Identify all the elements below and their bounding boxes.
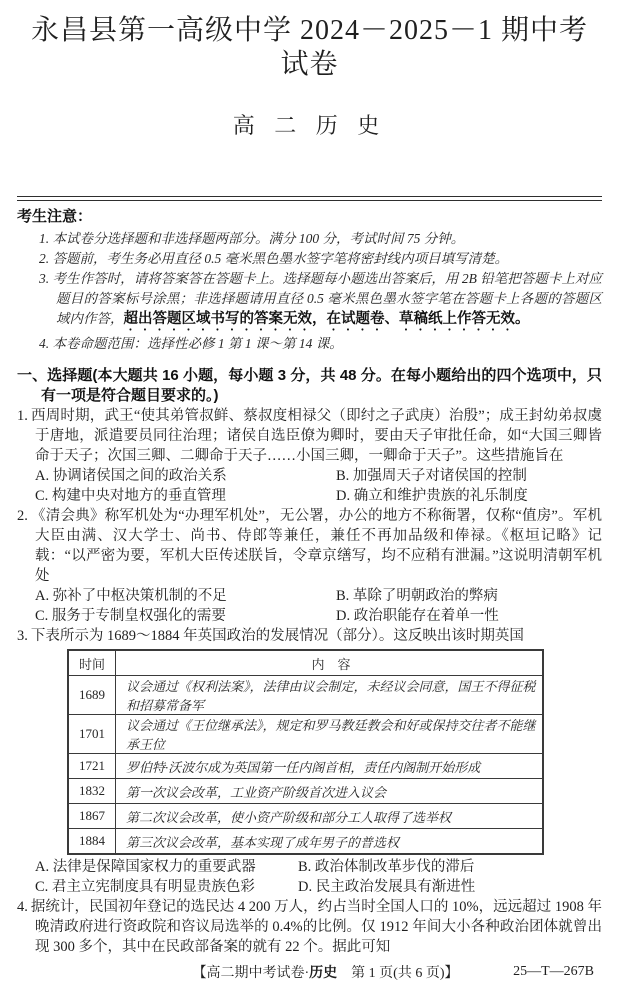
double-rule-divider bbox=[17, 196, 602, 201]
notice-item-2: 2. 答题前，考生务必用直径 0.5 毫米黑色墨水签字笔将密封线内项目填写清楚。 bbox=[39, 251, 509, 266]
question-3-option-c: C. 君主立宪制度具有明显贵族色彩 bbox=[35, 879, 255, 895]
table-cell-content: 议会通过《王位继承法》，规定和罗马教廷教会和好或保持交往者不能继承王位 bbox=[116, 715, 544, 754]
question-2-option-b: B. 革除了明朝政治的弊病 bbox=[336, 588, 498, 604]
question-2-stem bbox=[17, 506, 602, 586]
question-1-option-b: B. 加强周天子对诸侯国的控制 bbox=[336, 468, 527, 484]
table-header-time: 时间 bbox=[68, 650, 116, 676]
table-cell-year: 1689 bbox=[68, 676, 116, 715]
table-cell-content: 第一次议会改革，工业资产阶级首次进入议会 bbox=[116, 779, 544, 804]
table-cell-content: 第三次议会改革，基本实现了成年男子的普选权 bbox=[116, 829, 544, 855]
question-3-table bbox=[67, 649, 544, 855]
table-cell-content: 第二次议会改革，使小资产阶级和部分工人取得了选举权 bbox=[116, 804, 544, 829]
question-3-option-b: B. 政治体制改革步伐的滞后 bbox=[298, 859, 475, 875]
table-cell-year: 1884 bbox=[68, 829, 116, 855]
question-2-text: 《清会典》称军机处为“办理军机处”，无公署，办公的地方不称衙署，仅称“值房”。军机大臣由满、汉大学士、尚书、侍郎等兼任，兼任不再加品级和俸禄。《枢垣记略》记载：“以严密为要，军机大臣传述朕旨，令章京缮写，均不应稍有泄漏。”这说明清朝军机处 bbox=[30, 508, 602, 584]
question-2-option-c: C. 服务于专制皇权强化的需要 bbox=[35, 608, 226, 624]
table-cell-year: 1832 bbox=[68, 779, 116, 804]
subject-title: 高 二 历 史 bbox=[232, 113, 387, 138]
footer-label-page: 第 1 页(共 6 页)】 bbox=[337, 966, 459, 981]
question-1-option-d: D. 确立和维护贵族的礼乐制度 bbox=[336, 488, 528, 504]
table-row bbox=[68, 754, 543, 779]
table-header-row bbox=[68, 650, 543, 676]
table-cell-content: 罗伯特·沃波尔成为英国第一任内阁首相，责任内阁制开始形成 bbox=[116, 754, 544, 779]
table-row bbox=[68, 715, 543, 754]
question-3-option-d: D. 民主政治发展具有渐进性 bbox=[298, 879, 476, 895]
table-row bbox=[68, 676, 543, 715]
question-1-option-c: C. 构建中央对地方的垂直管理 bbox=[35, 488, 226, 504]
page-footer bbox=[17, 963, 602, 983]
question-1-text: 西周时期，武王“使其弟管叔鲜、蔡叔度相禄父（即纣之子武庚）治殷”；成王封幼弟叔虞于唐地，派遣要员同往治理；诸侯自选臣僚为卿时，要由天子审批任命，如“大国三卿皆命于天子；次国三卿、二卿命于天子……小国三卿，一卿命于天子”。这些措施旨在 bbox=[30, 408, 602, 464]
table-row bbox=[68, 829, 543, 855]
table-cell-year: 1721 bbox=[68, 754, 116, 779]
notice-item-1: 1. 本试卷分选择题和非选择题两部分。满分 100 分，考试时间 75 分钟。 bbox=[39, 231, 465, 246]
footer-label-subject: 历史 bbox=[309, 964, 338, 980]
table-header-content: 内 容 bbox=[116, 650, 544, 676]
question-3-stem bbox=[17, 626, 602, 646]
table-cell-year: 1867 bbox=[68, 804, 116, 829]
notice-heading: 考生注意： bbox=[17, 208, 93, 225]
question-2-number: 2. bbox=[17, 508, 28, 524]
question-1-option-a: A. 协调诸侯国之间的政治关系 bbox=[35, 468, 227, 484]
question-4-text: 据统计，民国初年登记的选民达 4 200 万人，约占当时全国人口的 10%，远远超过 1908 年晚清政府进行资政院和咨议局选举的 0.4%的比例。仅 1912 年间大小各种政治团体就曾出现 300 多个，其中在民政部备案的就有 22 个。据此可知 bbox=[30, 899, 602, 955]
notice-item-3 bbox=[17, 269, 602, 334]
table-row bbox=[68, 779, 543, 804]
notice-item-3-emphasis: 超出答题区域书写的答案无效，在试题卷、草稿纸上作答无效。 bbox=[123, 311, 530, 327]
question-4-stem bbox=[17, 897, 602, 957]
section-1-heading: 一、选择题(本大题共 16 小题，每小题 3 分，共 48 分。在每小题给出的四个选项中，只有一项是符合题目要求的。) bbox=[17, 367, 602, 404]
paper-code: 25—T—267B bbox=[513, 964, 594, 979]
question-3-option-a: A. 法律是保障国家权力的重要武器 bbox=[35, 859, 256, 875]
question-1-number: 1. bbox=[17, 408, 28, 424]
question-1-options bbox=[17, 466, 602, 506]
table-cell-year: 1701 bbox=[68, 715, 116, 754]
question-3-options bbox=[17, 857, 602, 897]
question-2-option-a: A. 弥补了中枢决策机制的不足 bbox=[35, 588, 227, 604]
table-cell-content: 议会通过《权利法案》，法律由议会制定，未经议会同意，国王不得征税和招募常备军 bbox=[116, 676, 544, 715]
question-1-stem bbox=[17, 406, 602, 466]
examinee-notice bbox=[17, 206, 602, 354]
question-2-option-d: D. 政治职能存在着单一性 bbox=[336, 608, 499, 624]
question-4-number: 4. bbox=[17, 899, 28, 915]
question-2-options bbox=[17, 586, 602, 626]
notice-item-4: 4. 本卷命题范围：选择性必修 1 第 1 课～第 14 课。 bbox=[39, 336, 343, 351]
footer-label-pre: 【高二期中考试卷· bbox=[192, 966, 310, 981]
exam-paper-page bbox=[0, 14, 620, 981]
question-3-text: 下表所示为 1689～1884 年英国政治的发展情况（部分）。这反映出该时期英国 bbox=[30, 628, 524, 644]
table-row bbox=[68, 804, 543, 829]
page-title: 永昌县第一高级中学 2024－2025－1 期中考试卷 bbox=[30, 15, 588, 80]
notice-item-3-text: 3. 考生作答时，请将答案答在答题卡上。选择题每小题选出答案后，用 2B 铅笔把答题卡上对应题目的答案标号涂黑；非选择题请用直径 0.5 毫米黑色墨水签字笔在答题卡上各题的答题区域内作答， bbox=[39, 271, 602, 326]
question-3-number: 3. bbox=[17, 628, 28, 644]
